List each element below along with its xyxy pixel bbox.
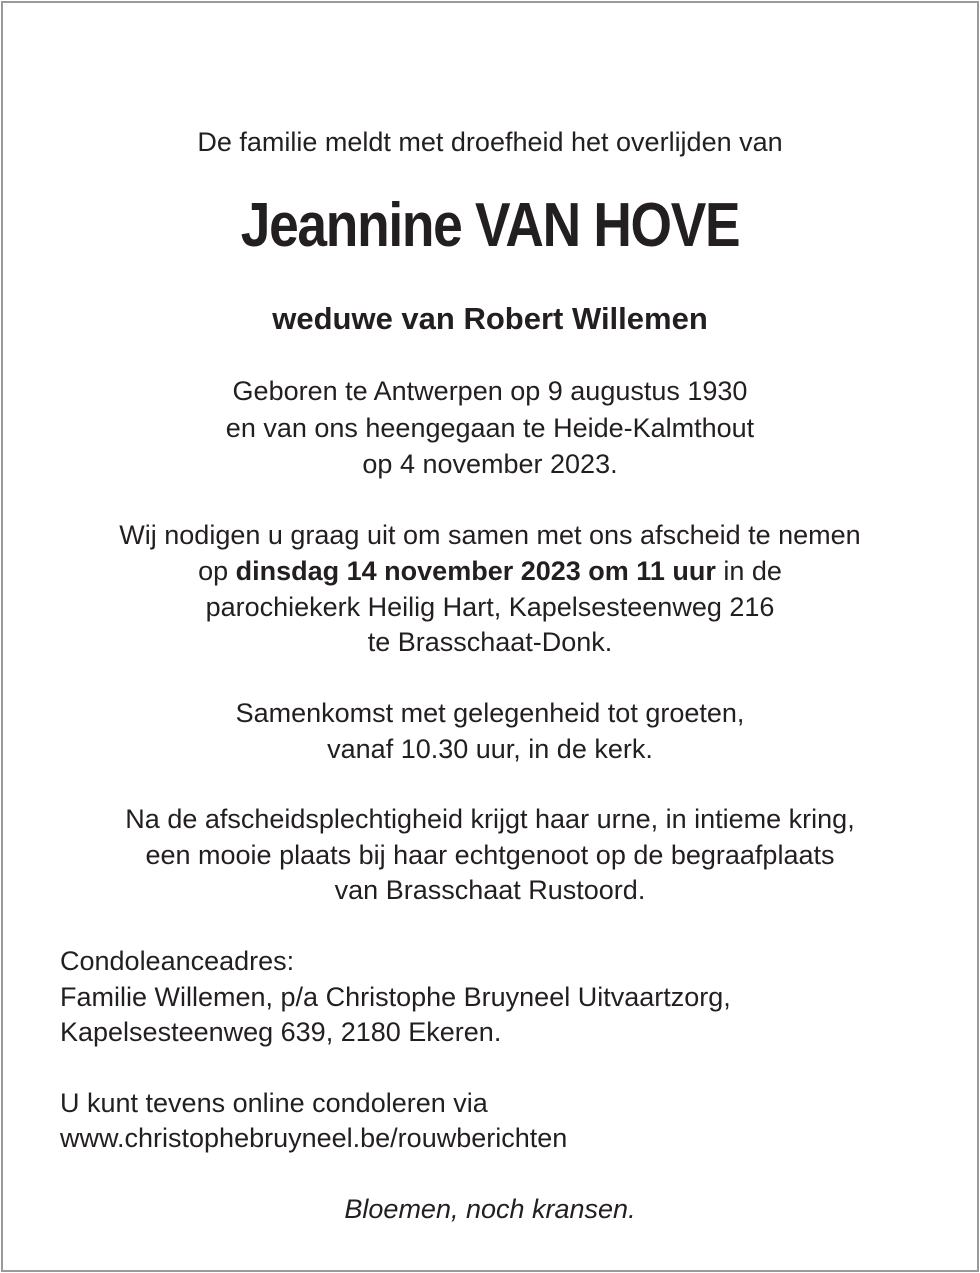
invitation-suffix: in de (715, 556, 782, 586)
invitation-line-2 (0, 553, 980, 589)
gathering-line-1: Samenkomst met gelegenheid tot groeten, (235, 698, 745, 728)
church-location: te Brasschaat-Donk. (367, 627, 613, 657)
death-date-line: op 4 november 2023. (362, 449, 618, 479)
deceased-name: Jeannine VAN HOVE (240, 191, 740, 260)
condolence-recipient: Familie Willemen, p/a Christophe Bruyneel Uitvaartzorg, (60, 982, 731, 1012)
closing-note: Bloemen, noch kransen. (344, 1194, 636, 1224)
condolence-street: Kapelsesteenweg 639, 2180 Ekeren. (60, 1017, 502, 1047)
intro-text: De familie meldt met droefheid het overlijden van (197, 127, 783, 157)
widow-of-text: weduwe van Robert Willemen (272, 301, 708, 336)
invitation-prefix: op (198, 556, 236, 586)
invitation-line-1: Wij nodigen u graag uit om samen met ons afscheid te nemen (119, 520, 861, 550)
urn-line-2: een mooie plaats bij haar echtgenoot op de begraafplaats (145, 840, 835, 870)
death-place-line: en van ons heengegaan te Heide-Kalmthout (225, 413, 755, 443)
condolence-url: www.christophebruyneel.be/rouwberichten (60, 1123, 568, 1153)
ceremony-datetime: dinsdag 14 november 2023 om 11 uur (235, 556, 716, 586)
condolence-heading: Condoleanceadres: (60, 946, 295, 976)
online-text: U kunt tevens online condoleren via (60, 1088, 488, 1118)
church-address: parochiekerk Heilig Hart, Kapelsesteenweg 216 (205, 592, 775, 622)
birth-line: Geboren te Antwerpen op 9 augustus 1930 (232, 376, 748, 406)
gathering-line-2: vanaf 10.30 uur, in de kerk. (327, 734, 653, 764)
urn-line-1: Na de afscheidsplechtigheid krijgt haar urne, in intieme kring, (125, 804, 855, 834)
urn-line-3: van Brasschaat Rustoord. (334, 875, 646, 905)
